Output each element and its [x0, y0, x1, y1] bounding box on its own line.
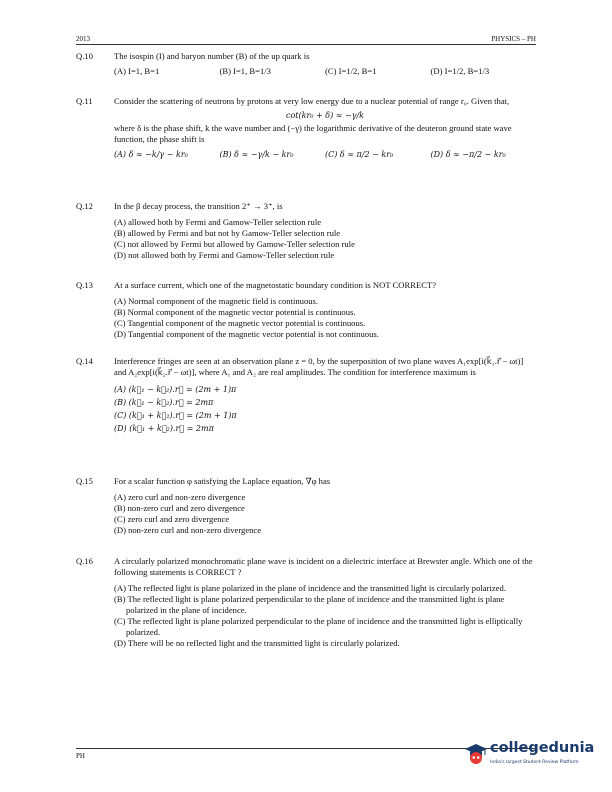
given-equation: cot(kr₀ + δ) ≈ −γ/k [285, 111, 365, 120]
question-number: Q.10 [76, 51, 93, 61]
collegedunia-logo [464, 738, 595, 774]
option-d: (D) There will be no reflected light and the transmitted light is circularly polarized. [114, 638, 400, 648]
option-b: (B) (k⃗₁ − k⃗₂).r⃗ = 2mπ [114, 398, 214, 407]
question-text: In the β decay process, the transition 2⁺ → 3⁺, is [114, 201, 283, 211]
option-d: (D) Tangential component of the magnetic vector potential is not continuous. [114, 329, 379, 339]
option-c: (C) The reflected light is plane polarized perpendicular to the plane of incidence and the transmitted light is elliptically polarized. [114, 616, 523, 637]
option-c: (C) zero curl and zero divergence [114, 514, 230, 524]
option-b: (B) non-zero curl and zero divergence [114, 503, 245, 513]
option-a: (A) δ ≈ −k/γ − kr₀ [114, 150, 188, 159]
question-number: Q.11 [76, 96, 93, 106]
question-text: A circularly polarized monochromatic plane wave is incident on a dielectric interface at Brewster angle. Which one of the following statements is CORRECT ? [114, 556, 533, 577]
question-number: Q.13 [76, 280, 93, 290]
option-c: (C) I=1/2, B=1 [325, 66, 377, 76]
question-14 [76, 356, 536, 435]
question-number: Q.15 [76, 476, 93, 486]
graduation-cap-icon [464, 742, 488, 766]
options-list [114, 217, 536, 261]
option-a: (A) The reflected light is plane polarized in the plane of incidence and the transmitted light is circularly polarized. [114, 583, 506, 593]
options-list [114, 383, 536, 435]
options-row [114, 149, 536, 160]
options-row [114, 66, 536, 77]
option-d: (D) non-zero curl and non-zero divergence [114, 525, 262, 535]
options-list [114, 296, 536, 340]
option-b: (B) I=1, B=1/3 [219, 66, 271, 76]
option-a: (A) (k⃗₁ − k⃗₂).r⃗ = (2m + 1)π [114, 385, 237, 394]
option-c: (C) (k⃗₁ + k⃗₂).r⃗ = (2m + 1)π [114, 411, 237, 420]
options-list [114, 583, 536, 649]
option-c: (C) Tangential component of the magnetic vector potential is continuous. [114, 318, 366, 328]
question-number: Q.16 [76, 556, 93, 566]
option-d: (D) not allowed both by Fermi and Gamow-Teller selection rule [114, 250, 335, 260]
question-13 [76, 280, 536, 340]
option-b: (B) The reflected light is plane polarized perpendicular to the plane of incidence and the transmitted light is plane polarized in the plane of incidence. [114, 594, 505, 615]
footer-code: PH [76, 752, 85, 760]
header-year: 2013 [76, 35, 90, 43]
option-c: (C) δ ≈ π/2 − kr₀ [325, 150, 394, 159]
question-12 [76, 201, 536, 261]
option-b: (B) δ ≈ −γ/k − kr₀ [219, 150, 294, 159]
option-a: (A) allowed both by Fermi and Gamow-Teller selection rule [114, 217, 322, 227]
logo-tagline: India's largest Student Review Platform [490, 760, 579, 765]
question-text: For a scalar function φ satisfying the Laplace equation, ∇φ has [114, 476, 331, 486]
option-d: (D) (k⃗₁ + k⃗₂).r⃗ = 2mπ [114, 424, 214, 433]
option-a: (A) Normal component of the magnetic field is continuous. [114, 296, 319, 306]
header-subject: PHYSICS – PH [491, 35, 536, 43]
options-list [114, 492, 536, 536]
option-a: (A) I=1, B=1 [114, 66, 160, 76]
option-b: (B) Normal component of the magnetic vector potential is continuous. [114, 307, 356, 317]
option-d: (D) δ ≈ −π/2 − kr₀ [430, 150, 506, 159]
option-a: (A) zero curl and non-zero divergence [114, 492, 246, 502]
option-b: (B) allowed by Fermi and but not by Gamow-Teller selection rule [114, 228, 341, 238]
question-16 [76, 556, 536, 649]
logo-name: collegedunia [490, 740, 595, 756]
question-text: Interference fringes are seen at an observation plane z = 0, by the superposition of two plane waves A₁exp[i(k⃗₁.r⃗ − ωt)] and A₂exp[i(k⃗₂.r⃗ − ωt)], where A₁ and A₂ are real amplitudes. The condition for interference maximum is [114, 356, 524, 377]
question-text-continued: where δ is the phase shift, k the wave number and (−γ) the logarithmic derivative of the deuteron ground state wave function, the phase shift is [114, 123, 512, 144]
question-11 [76, 96, 536, 160]
option-d: (D) I=1/2, B=1/3 [430, 66, 490, 76]
question-number: Q.14 [76, 356, 93, 366]
option-c: (C) not allowed by Fermi but allowed by Gamow-Teller selection rule [114, 239, 355, 249]
question-text: At a surface current, which one of the magnetostatic boundary condition is NOT CORRECT? [114, 280, 437, 290]
question-text: Consider the scattering of neutrons by protons at very low energy due to a nuclear potential of range r₀. Given that, [114, 96, 510, 106]
question-10 [76, 51, 536, 77]
question-15 [76, 476, 536, 536]
question-text: The isospin (I) and baryon number (B) of the up quark is [114, 51, 310, 61]
question-number: Q.12 [76, 201, 93, 211]
header-divider [76, 44, 536, 45]
